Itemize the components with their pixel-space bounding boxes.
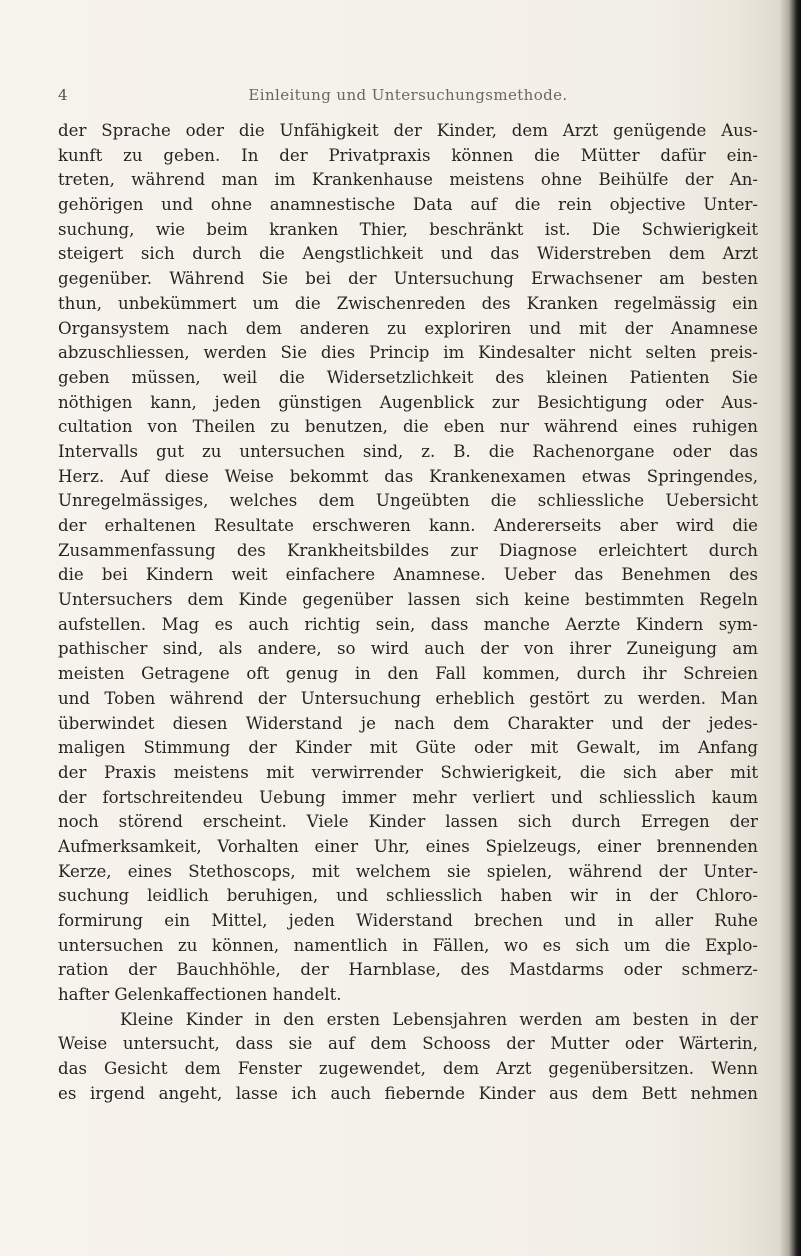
text-line: formirung ein Mittel, jeden Widerstand brechen und in aller Ruhe [58,911,758,930]
text-line: steigert sich durch die Aengstlichkeit und das Widerstreben dem Arzt [58,244,758,264]
text-line: Untersuchers dem Kinde gegenüber lassen sich keine bestimmten Regeln [58,590,758,610]
text-line: Herz. Auf diese Weise bekommt das Krankenexamen etwas Springendes, [58,466,758,486]
text-line: der erhaltenen Resultate erschweren kann. Andererseits aber wird die [58,516,758,535]
text-line: noch störend erscheint. Viele Kinder lassen sich durch Erregen der [58,812,758,832]
text-line: ration der Bauchhöhle, der Harnblase, des Mastdarms oder schmerz- [58,960,758,980]
text-line: überwindet diesen Widerstand je nach dem Charakter und der jedes- [58,713,758,733]
text-line: thun, unbekümmert um die Zwischenreden des Kranken regelmässig ein [58,293,758,313]
text-line: die bei Kindern weit einfachere Anamnese. Ueber das Benehmen des [58,565,758,585]
paragraph-1 [58,119,758,1008]
text-line: und Toben während der Untersuchung erheblich gestört zu werden. Man [58,688,758,708]
text-line: Unregelmässiges, welches dem Ungeübten die schliessliche Uebersicht [58,491,758,511]
text-line: abzuschliessen, werden Sie dies Princip im Kindesalter nicht selten preis- [58,343,758,363]
text-line: gegenüber. Während Sie bei der Untersuchung Erwachsener am besten [58,269,758,289]
page-edge-shadow [779,0,801,1256]
text-line: cultation von Theilen zu benutzen, die eben nur während eines ruhigen [58,417,758,437]
text-line: maligen Stimmung der Kinder mit Güte oder mit Gewalt, im Anfang [58,738,758,758]
text-line: pathischer sind, als andere, so wird auch der von ihrer Zuneigung am [58,639,758,659]
text-line: gehörigen und ohne anamnestische Data auf die rein objective Unter- [58,195,758,215]
text-line: geben müssen, weil die Widersetzlichkeit des kleinen Patienten Sie [58,367,758,387]
running-head: Einleitung und Untersuchungsmethode. [248,86,568,104]
text-line: der Sprache oder die Unfähigkeit der Kinder, dem Arzt genügende Aus- [58,121,758,140]
paragraph-2 [58,1008,758,1107]
text-line: kunft zu geben. In der Privatpraxis können die Mütter dafür ein- [58,145,758,165]
text-line: Kleine Kinder in den ersten Lebensjahren werden am besten in der [120,1009,758,1029]
text-line: Zusammenfassung des Krankheitsbildes zur Diagnose erleichtert durch [58,540,758,560]
text-line: aufstellen. Mag es auch richtig sein, dass manche Aerzte Kindern sym- [58,614,758,634]
text-line: Aufmerksamkeit, Vorhalten einer Uhr, eines Spielzeugs, einer brennenden [58,836,758,856]
page-header [58,86,758,108]
text-line: suchung leidlich beruhigen, und schliesslich haben wir in der Chloro- [58,886,758,906]
text-line: es irgend angeht, lasse ich auch fiebernde Kinder aus dem Bett nehmen [58,1083,758,1103]
text-line: meisten Getragene oft genug in den Fall kommen, durch ihr Schreien [58,664,758,684]
text-line: Weise untersucht, dass sie auf dem Schooss der Mutter oder Wärterin, [58,1034,758,1054]
text-line: nöthigen kann, jeden günstigen Augenblick zur Besichtigung oder Aus- [58,392,758,412]
text-line: treten, während man im Krankenhause meistens ohne Beihülfe der An- [58,170,758,190]
text-line: untersuchen zu können, namentlich in Fällen, wo es sich um die Explo- [58,935,758,955]
text-line: der fortschreitendeu Uebung immer mehr verliert und schliesslich kaum [58,787,758,807]
text-line: Kerze, eines Stethoscops, mit welchem sie spielen, während der Unter- [58,861,758,881]
page-number: 4 [58,86,68,104]
text-line: der Praxis meistens mit verwirrender Schwierigkeit, die sich aber mit [58,762,758,782]
text-line: suchung, wie beim kranken Thier, beschränkt ist. Die Schwierigkeit [58,219,758,239]
text-line: das Gesicht dem Fenster zugewendet, dem Arzt gegenübersitzen. Wenn [58,1059,758,1079]
text-line: hafter Gelenkaffectionen handelt. [58,985,342,1005]
text-line: Organsystem nach dem anderen zu exploriren und mit der Anamnese [58,318,758,338]
body-text [58,119,758,1107]
text-line: Intervalls gut zu untersuchen sind, z. B. die Rachenorgane oder das [58,441,758,461]
